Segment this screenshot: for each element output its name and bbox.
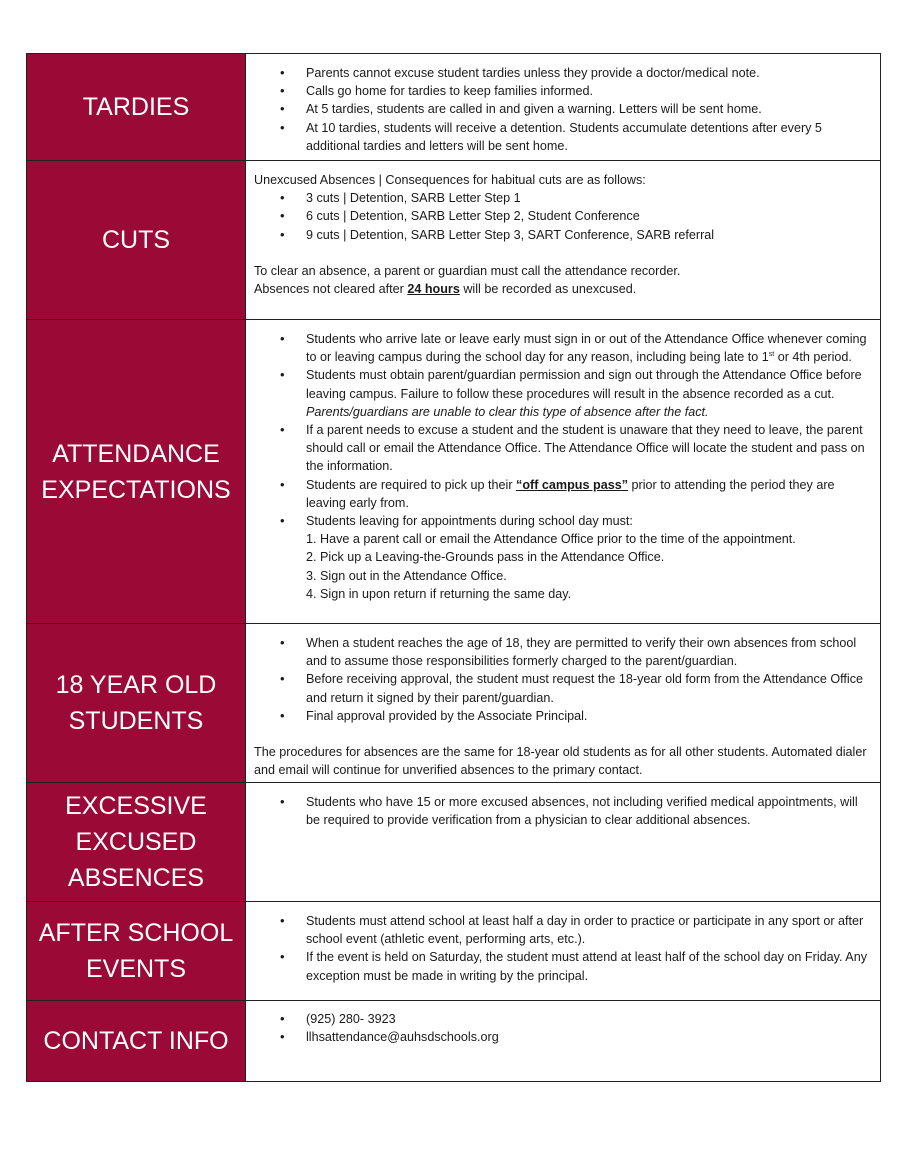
cuts-content <box>246 161 880 319</box>
cuts-intro: Unexcused Absences | Consequences for habitual cuts are as follows: <box>254 173 646 187</box>
list-item: • Parents cannot excuse student tardies unless they provide a doctor/medical note. <box>254 64 870 82</box>
attendance-expectations-row <box>27 320 880 624</box>
excessive-absences-label: EXCESSIVE EXCUSED ABSENCES <box>27 783 246 901</box>
after-school-events-row <box>27 902 880 1001</box>
list-item: • 6 cuts | Detention, SARB Letter Step 2, Student Conference <box>254 207 870 225</box>
contact-info-row <box>27 1001 880 1081</box>
list-item: • Before receiving approval, the student must request the 18-year old form from the Attendance Office and return it signed by their parent/guardian. <box>254 670 870 706</box>
list-item: • 9 cuts | Detention, SARB Letter Step 3, SART Conference, SARB referral <box>254 226 870 244</box>
cuts-label: CUTS <box>27 161 246 319</box>
eighteen-procedures-note: The procedures for absences are the same for 18-year old students as for all other students. Automated dialer and email will continue for unverified absences to the primary contact. <box>254 745 867 778</box>
cuts-clear-note: To clear an absence, a parent or guardian must call the attendance recorder. <box>254 263 681 278</box>
list-item: • Students who arrive late or leave early must sign in or out of the Attendance Office whenever coming to or leaving campus during the school day for any reason, including being late to 1st or 4th period. <box>254 330 870 366</box>
list-item: • 3 cuts | Detention, SARB Letter Step 1 <box>254 189 870 207</box>
off-campus-pass: “off campus pass” <box>516 477 629 492</box>
eighteen-year-old-label: 18 YEAR OLD STUDENTS <box>27 624 246 782</box>
appointment-step: 3. Sign out in the Attendance Office. <box>306 568 507 583</box>
after-school-events-content <box>246 902 880 1000</box>
contact-phone[interactable]: • (925) 280- 3923 <box>254 1010 870 1028</box>
excessive-absences-content <box>246 783 880 901</box>
list-item: • Calls go home for tardies to keep families informed. <box>254 82 870 100</box>
contact-email[interactable]: • llhsattendance@auhsdschools.org <box>254 1028 870 1046</box>
list-item: • Final approval provided by the Associate Principal. <box>254 707 870 725</box>
appointment-step: 4. Sign in upon return if returning the same day. <box>306 586 572 601</box>
eighteen-year-old-row <box>27 624 880 783</box>
cuts-row <box>27 161 880 320</box>
list-item: • Students must attend school at least half a day in order to practice or participate in any sport or after school event (athletic event, performing arts, etc.). <box>254 912 870 948</box>
contact-info-content <box>246 1001 880 1081</box>
list-item: • Students leaving for appointments during school day must: 1. Have a parent call or email the Attendance Office prior to the time of the appointment. 2. Pick up a Leaving-the-Grounds pass in the Attendance Office. 3. Sign out in the Attendance Office. 4. Sign in upon return if returning the same day. <box>254 512 870 603</box>
list-item: • When a student reaches the age of 18, they are permitted to verify their own absences from school and to assume those responsibilities formerly charged to the parent/guardian. <box>254 634 870 670</box>
list-item: • If a parent needs to excuse a student and the student is unaware that they need to leave, the parent should call or email the Attendance Office. The Attendance Office will locate the student and pass on the information. <box>254 421 870 476</box>
attendance-expectations-label: ATTENDANCE EXPECTATIONS <box>27 320 246 623</box>
list-item: • At 5 tardies, students are called in and given a warning. Letters will be sent home. <box>254 100 870 118</box>
cuts-unexcused-note: Absences not cleared after 24 hours will be recorded as unexcused. <box>254 282 637 297</box>
after-school-events-label: AFTER SCHOOL EVENTS <box>27 902 246 1000</box>
list-item: • Students are required to pick up their “off campus pass” prior to attending the period they are leaving early from. <box>254 476 870 512</box>
appointment-step: 1. Have a parent call or email the Attendance Office prior to the time of the appointment. <box>306 532 796 547</box>
appointment-step: 2. Pick up a Leaving-the-Grounds pass in the Attendance Office. <box>306 550 665 565</box>
deadline-hours: 24 hours <box>407 282 460 297</box>
attendance-policy-table <box>26 53 881 1082</box>
excessive-absences-row <box>27 783 880 902</box>
tardies-row <box>27 54 880 161</box>
attendance-expectations-content <box>246 320 880 623</box>
tardies-label: TARDIES <box>27 54 246 160</box>
list-item: • If the event is held on Saturday, the student must attend at least half of the school day on Friday. Any exception must be made in writing by the principal. <box>254 948 870 984</box>
tardies-content <box>246 54 880 160</box>
eighteen-year-old-content <box>246 624 880 782</box>
list-item: • Students must obtain parent/guardian permission and sign out through the Attendance Office before leaving campus. Failure to follow these procedures will result in the absence recorded as a cut. Parents/guardians are unable to clear this type of absence after the fact. <box>254 366 870 421</box>
list-item: • At 10 tardies, students will receive a detention. Students accumulate detentions after every 5 additional tardies and letters will be sent home. <box>254 119 870 155</box>
list-item: • Students who have 15 or more excused absences, not including verified medical appointments, will be required to provide verification from a physician to clear additional absences. <box>254 793 870 829</box>
contact-info-label: CONTACT INFO <box>27 1001 246 1081</box>
